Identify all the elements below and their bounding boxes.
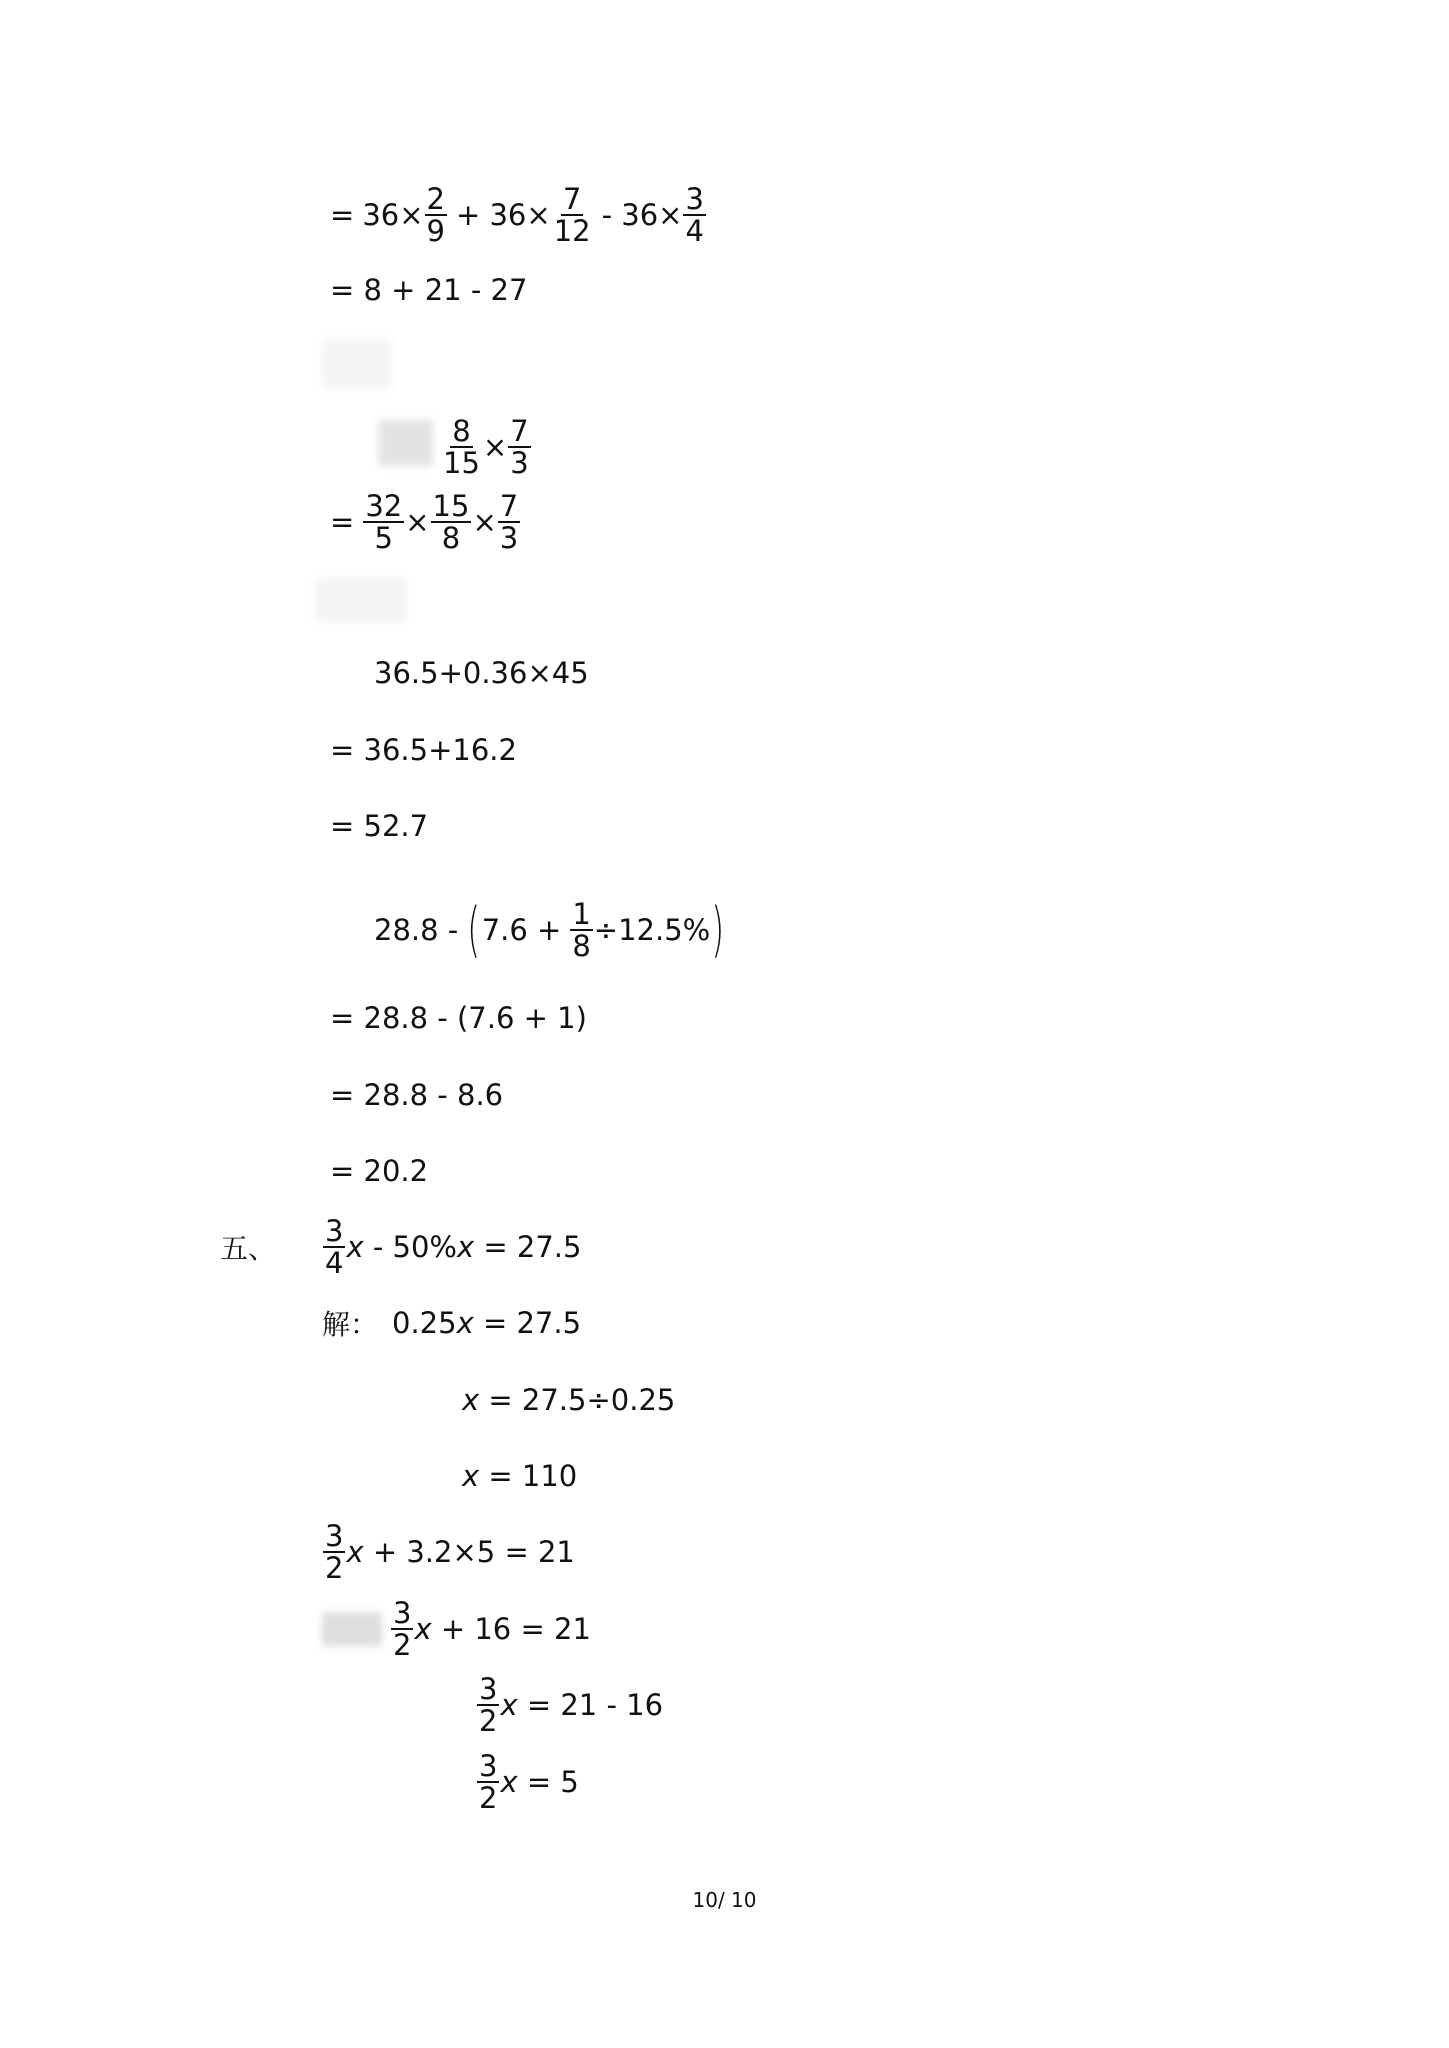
variable: x: [346, 1230, 364, 1264]
fraction: $\frac{3}{2}$: [325, 1518, 344, 1585]
solution-line-1: [322, 1288, 581, 1358]
fraction: $\frac{7}{3}$: [510, 413, 529, 480]
equation-2-step-2: [476, 1670, 663, 1740]
variable: x: [414, 1612, 432, 1646]
section-label: 五、: [220, 1232, 277, 1265]
term: = 27.5÷0.25: [479, 1383, 676, 1417]
operator: ×: [482, 430, 508, 464]
fraction: $\frac{7}{12}$: [553, 181, 591, 248]
term: = 5: [517, 1765, 579, 1799]
term: 0.25: [392, 1306, 457, 1340]
expression: = 8 + 21 - 27: [330, 273, 528, 307]
right-paren: ): [711, 895, 725, 965]
term: ÷12.5%: [593, 913, 711, 947]
calc-line-4: [330, 487, 521, 557]
section-five-equation: [220, 1212, 581, 1282]
variable: x: [500, 1765, 518, 1799]
calc-line-11: [330, 1136, 428, 1206]
expression: = 28.8 - (7.6 + 1): [330, 1001, 587, 1035]
term: - 50%: [363, 1230, 457, 1264]
calc-line-6: [330, 715, 517, 785]
equals-sign: =: [330, 505, 355, 539]
expression: = 52.7: [330, 809, 429, 843]
redacted-smudge: [316, 578, 406, 622]
equals-sign: =: [330, 198, 355, 232]
fraction: $\frac{15}{8}$: [432, 488, 470, 555]
term: + 3.2×5 = 21: [363, 1535, 575, 1569]
expression: = 20.2: [330, 1154, 429, 1188]
calc-line-10: [330, 1060, 503, 1130]
variable: x: [456, 1230, 475, 1264]
fraction: $\frac{3}{4}$: [325, 1213, 344, 1280]
solution-label: 解：: [322, 1308, 379, 1341]
term: = 21 - 16: [517, 1688, 664, 1722]
redacted-smudge: [322, 1612, 382, 1646]
calc-line-1: [330, 180, 707, 250]
fraction: $\frac{3}{2}$: [393, 1595, 412, 1662]
term: + 16 = 21: [431, 1612, 591, 1646]
calc-line-7: [330, 791, 428, 861]
fraction: $\frac{2}{9}$: [426, 181, 445, 248]
fraction: $\frac{1}{8}$: [572, 896, 591, 963]
variable: x: [462, 1383, 480, 1417]
calc-line-5: [374, 638, 589, 708]
equation-2-step-3: [476, 1747, 579, 1817]
expression: 36.5+0.36×45: [374, 656, 589, 690]
term: + 36×: [455, 198, 551, 232]
term: 28.8 -: [374, 913, 459, 947]
fraction: $\frac{8}{15}$: [443, 413, 480, 480]
variable: x: [456, 1306, 474, 1340]
term: 36×: [362, 198, 424, 232]
page-number: 10/ 10: [692, 1888, 757, 1912]
fraction: $\frac{7}{3}$: [499, 488, 519, 555]
solution-line-2: [462, 1365, 675, 1435]
expression: = 36.5+16.2: [330, 733, 517, 767]
calc-line-8: [374, 890, 726, 970]
equation-2-step-1: [390, 1594, 591, 1664]
calc-line-9: [330, 983, 587, 1053]
fraction: $\frac{3}{4}$: [685, 181, 704, 248]
redacted-smudge: [378, 420, 433, 466]
operator: ×: [405, 505, 430, 539]
fraction: $\frac{3}{2}$: [479, 1748, 498, 1815]
expression: = 28.8 - 8.6: [330, 1078, 504, 1112]
equation-2: [322, 1517, 575, 1587]
solution-line-3: [462, 1441, 577, 1511]
term: - 36×: [601, 198, 683, 232]
variable: x: [500, 1688, 518, 1722]
calc-line-3: [440, 412, 532, 482]
fraction: $\frac{3}{2}$: [479, 1671, 498, 1738]
term: 7.6 +: [481, 913, 562, 947]
redacted-smudge: [322, 340, 392, 388]
left-paren: (: [467, 895, 481, 965]
fraction: $\frac{32}{5}$: [365, 488, 403, 555]
operator: ×: [472, 505, 497, 539]
calc-line-2: [330, 255, 527, 325]
variable: x: [462, 1459, 480, 1493]
term: = 27.5: [473, 1306, 582, 1340]
variable: x: [346, 1535, 364, 1569]
term: = 27.5: [474, 1230, 582, 1264]
term: = 110: [479, 1459, 578, 1493]
